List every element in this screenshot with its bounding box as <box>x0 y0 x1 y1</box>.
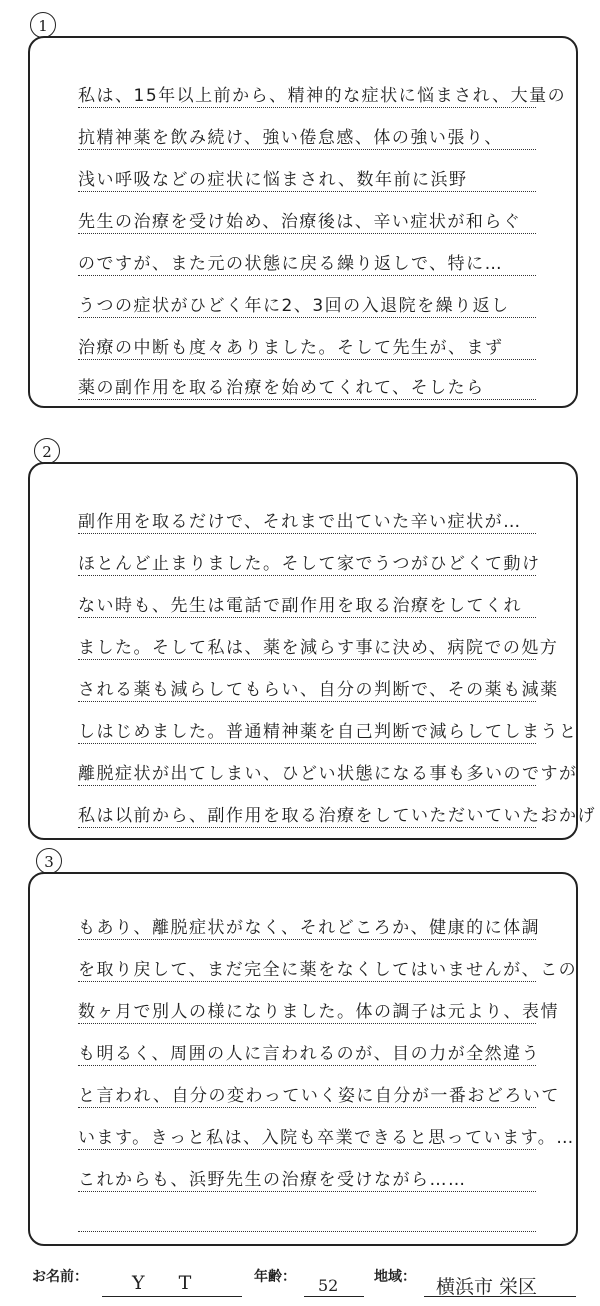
section-box-3 <box>28 872 578 1246</box>
age-label: 年齢： <box>254 1269 296 1285</box>
text-line: 先生の治療を受け始め、治療後は、辛い症状が和らぐ <box>78 198 536 240</box>
text-line: と言われ、自分の変わっていく姿に自分が一番おどろいて <box>78 1072 536 1114</box>
text-line: 私は以前から、副作用を取る治療をしていただいていたおかげ <box>78 792 536 834</box>
text-line: 数ヶ月で別人の様になりました。体の調子は元より、表情 <box>78 988 536 1030</box>
region-label: 地域： <box>374 1269 416 1285</box>
age-underline <box>304 1296 364 1297</box>
name-underline <box>102 1296 242 1297</box>
text-line: のですが、また元の状態に戻る繰り返しで、特に… <box>78 240 536 282</box>
text-line: される薬も減らしてもらい、自分の判断で、その薬も減薬 <box>78 666 536 708</box>
text-line: を取り戻して、まだ完全に薬をなくしてはいませんが、この <box>78 946 536 988</box>
text-line: ほとんど止まりました。そして家でうつがひどくて動け <box>78 540 536 582</box>
age-value: 52 <box>318 1276 339 1295</box>
text-line: 治療の中断も度々ありました。そして先生が、まず <box>78 324 536 366</box>
text-line: います。きっと私は、入院も卒業できると思っています。… <box>78 1114 536 1156</box>
text-line: 抗精神薬を飲み続け、強い倦怠感、体の強い張り、 <box>78 114 536 156</box>
region-value: 横浜市 栄区 <box>436 1276 538 1298</box>
name-value: Y T <box>132 1272 206 1294</box>
text-line: うつの症状がひどく年に2、3回の入退院を繰り返し <box>78 282 536 324</box>
text-line: も明るく、周囲の人に言われるのが、目の力が全然違う <box>78 1030 536 1072</box>
section-box-2 <box>28 462 596 840</box>
text-line: しはじめました。普通精神薬を自己判断で減らしてしまうと <box>78 708 536 750</box>
text-line: 浅い呼吸などの症状に悩まされ、数年前に浜野 <box>78 156 536 198</box>
section-box-1 <box>28 36 578 408</box>
text-line: ました。そして私は、薬を減らす事に決め、病院での処方 <box>78 624 536 666</box>
text-line: 離脱症状が出てしまい、ひどい状態になる事も多いのですが <box>78 750 536 792</box>
text-line: ない時も、先生は電話で副作用を取る治療をしてくれ <box>78 582 536 624</box>
text-line: 私は、15年以上前から、精神的な症状に悩まされ、大量の <box>78 72 536 114</box>
region-underline <box>424 1296 576 1297</box>
section-number-1: 1 <box>30 12 56 38</box>
section-number-2: 2 <box>34 438 60 464</box>
section-number-3: 3 <box>36 848 62 874</box>
text-line <box>78 1196 536 1238</box>
name-label: お名前： <box>32 1269 88 1285</box>
author-info <box>28 1266 578 1302</box>
text-line: これからも、浜野先生の治療を受けながら…… <box>78 1156 536 1198</box>
text-line: 副作用を取るだけで、それまで出ていた辛い症状が… <box>78 498 536 540</box>
text-line: 薬の副作用を取る治療を始めてくれて、そしたら <box>78 364 536 406</box>
text-line: もあり、離脱症状がなく、それどころか、健康的に体調 <box>78 904 536 946</box>
